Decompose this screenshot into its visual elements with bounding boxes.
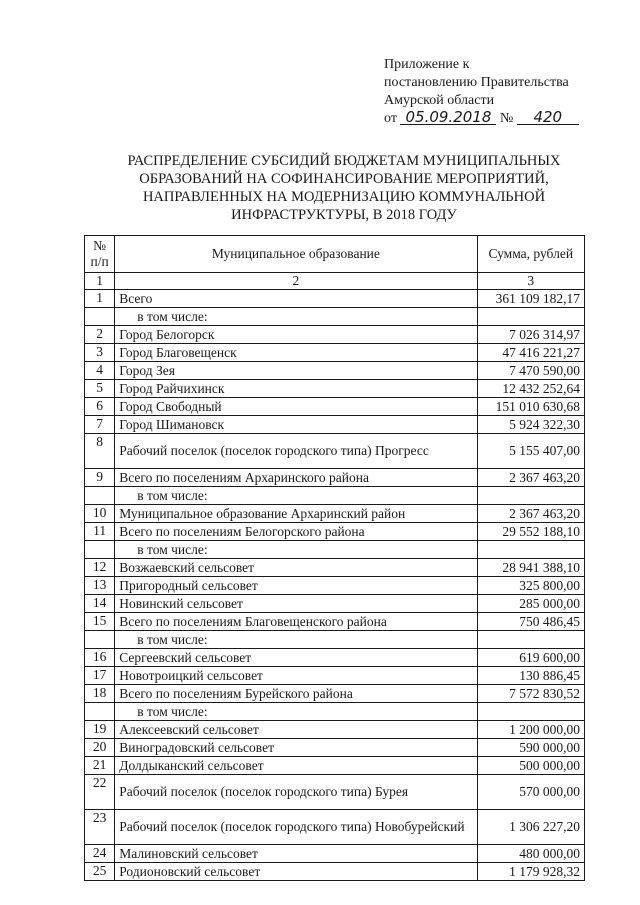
subsidy-amount: 2 367 463,20 xyxy=(477,469,585,487)
row-number: 19 xyxy=(85,721,115,739)
row-number: 4 xyxy=(85,362,115,380)
municipality-name: Город Белогорск xyxy=(115,326,477,344)
table-row xyxy=(85,577,585,595)
municipality-name: Новотроицкий сельсовет xyxy=(115,667,477,685)
subsidy-amount: 130 886,45 xyxy=(477,667,585,685)
table-row xyxy=(85,685,585,703)
number-label: № xyxy=(499,111,514,126)
row-number: 23 xyxy=(85,810,115,845)
row-number: 14 xyxy=(85,595,115,613)
municipality-name: в том числе: xyxy=(115,541,477,559)
row-number: 12 xyxy=(85,559,115,577)
appendix-line-3: Амурской области xyxy=(384,93,495,108)
table-body xyxy=(85,273,585,881)
subsidy-amount: 7 470 590,00 xyxy=(477,362,585,380)
row-number: 17 xyxy=(85,667,115,685)
municipality-name: Новинский сельсовет xyxy=(115,595,477,613)
table-row xyxy=(85,667,585,685)
table-row xyxy=(85,362,585,380)
row-number: 20 xyxy=(85,739,115,757)
header-num: № п/п xyxy=(85,236,115,273)
subsidy-amount: 500 000,00 xyxy=(477,757,585,775)
table-row xyxy=(85,775,585,810)
municipality-name: Муниципальное образование Архаринский район xyxy=(115,505,477,523)
subsidy-amount: 1 179 928,32 xyxy=(477,863,585,881)
row-number: 3 xyxy=(85,344,115,362)
subsidy-amount xyxy=(477,703,585,721)
table-row xyxy=(85,810,585,845)
municipality-name: Всего по поселениям Белогорского района xyxy=(115,523,477,541)
table-row xyxy=(85,703,585,721)
subsidy-amount: 5 924 322,30 xyxy=(477,416,585,434)
subsidy-table xyxy=(84,235,585,881)
appendix-date-line xyxy=(384,110,579,128)
table-row xyxy=(85,505,585,523)
municipality-name: Возжаевский сельсовет xyxy=(115,559,477,577)
subsidy-amount: 5 155 407,00 xyxy=(477,434,585,469)
municipality-name: Рабочий поселок (поселок городского типа) Бурея xyxy=(115,775,477,810)
municipality-name: Город Свободный xyxy=(115,398,477,416)
municipality-name: Всего по поселениям Архаринского района xyxy=(115,469,477,487)
row-number: 25 xyxy=(85,863,115,881)
subsidy-amount: 1 200 000,00 xyxy=(477,721,585,739)
row-number: 6 xyxy=(85,398,115,416)
municipality-name: Всего xyxy=(115,290,477,308)
municipality-name: Город Шимановск xyxy=(115,416,477,434)
table-row xyxy=(85,290,585,308)
table-row xyxy=(85,595,585,613)
table-row xyxy=(85,541,585,559)
row-number: 11 xyxy=(85,523,115,541)
subsidy-amount: 12 432 252,64 xyxy=(477,380,585,398)
row-number xyxy=(85,541,115,559)
subsidy-amount: 7 026 314,97 xyxy=(477,326,585,344)
subsidy-amount xyxy=(477,541,585,559)
municipality-name: в том числе: xyxy=(115,308,477,326)
document-title: РАСПРЕДЕЛЕНИЕ СУБСИДИЙ БЮДЖЕТАМ МУНИЦИПАЛЬНЫХ ОБРАЗОВАНИЙ НА СОФИНАНСИРОВАНИЕ МЕРОПРИЯТИЙ, НАПРАВЛЕННЫХ НА МОДЕРНИЗАЦИЮ КОММУНАЛЬНОЙ ИНФРАСТРУКТУРЫ, В 2018 ГОДУ xyxy=(127,153,561,223)
subsidy-amount: 2 367 463,20 xyxy=(477,505,585,523)
header-name: Муниципальное образование xyxy=(115,236,477,273)
subsidy-amount: 151 010 630,68 xyxy=(477,398,585,416)
municipality-name: в том числе: xyxy=(115,703,477,721)
municipality-name: Малиновский сельсовет xyxy=(115,845,477,863)
municipality-name: Долдыканский сельсовет xyxy=(115,757,477,775)
table-row xyxy=(85,559,585,577)
municipality-name: Сергеевский сельсовет xyxy=(115,649,477,667)
appendix-block xyxy=(384,56,579,128)
table-row xyxy=(85,416,585,434)
municipality-name: в том числе: xyxy=(115,631,477,649)
table-row xyxy=(85,757,585,775)
municipality-name: Виноградовский сельсовет xyxy=(115,739,477,757)
table-row xyxy=(85,434,585,469)
row-number: 10 xyxy=(85,505,115,523)
subsidy-amount: 285 000,00 xyxy=(477,595,585,613)
row-number xyxy=(85,487,115,505)
municipality-name: Город Зея xyxy=(115,362,477,380)
row-number: 18 xyxy=(85,685,115,703)
row-number: 16 xyxy=(85,649,115,667)
municipality-name: в том числе: xyxy=(115,487,477,505)
subsidy-amount: 29 552 188,10 xyxy=(477,523,585,541)
municipality-name: Город Благовещенск xyxy=(115,344,477,362)
subsidy-amount: 325 800,00 xyxy=(477,577,585,595)
municipality-name: Всего по поселениям Бурейского района xyxy=(115,685,477,703)
table-row xyxy=(85,721,585,739)
municipality-name: Рабочий поселок (поселок городского типа) Прогресс xyxy=(115,434,477,469)
row-number: 15 xyxy=(85,613,115,631)
subsidy-amount: 590 000,00 xyxy=(477,739,585,757)
subsidy-amount: 47 416 221,27 xyxy=(477,344,585,362)
subsidy-amount: 480 000,00 xyxy=(477,845,585,863)
appendix-line-1: Приложение к xyxy=(384,57,470,72)
table-row xyxy=(85,649,585,667)
subsidy-amount xyxy=(477,308,585,326)
row-number xyxy=(85,308,115,326)
row-number: 21 xyxy=(85,757,115,775)
row-number: 9 xyxy=(85,469,115,487)
appendix-line-2: постановлению Правительства xyxy=(384,75,569,90)
row-number: 22 xyxy=(85,775,115,810)
municipality-name: Алексеевский сельсовет xyxy=(115,721,477,739)
from-label: от xyxy=(384,111,397,126)
subsidy-amount: 570 000,00 xyxy=(477,775,585,810)
subsidy-amount: 28 941 388,10 xyxy=(477,559,585,577)
row-number xyxy=(85,703,115,721)
table-row xyxy=(85,308,585,326)
subsidy-amount xyxy=(477,487,585,505)
column-number: 3 xyxy=(477,273,585,290)
row-number: 5 xyxy=(85,380,115,398)
subsidy-amount: 1 306 227,20 xyxy=(477,810,585,845)
table-row xyxy=(85,380,585,398)
subsidy-amount: 7 572 830,52 xyxy=(477,685,585,703)
row-number: 8 xyxy=(85,434,115,469)
header-sum: Сумма, рублей xyxy=(477,236,585,273)
subsidy-amount xyxy=(477,631,585,649)
handwritten-number: 420 xyxy=(517,110,579,125)
subsidy-amount: 750 486,45 xyxy=(477,613,585,631)
row-number: 1 xyxy=(85,290,115,308)
municipality-name: Всего по поселениям Благовещенского района xyxy=(115,613,477,631)
table-row xyxy=(85,398,585,416)
table-row xyxy=(85,739,585,757)
table-row xyxy=(85,863,585,881)
table-header-row xyxy=(85,236,585,273)
municipality-name: Родионовский сельсовет xyxy=(115,863,477,881)
table-row xyxy=(85,631,585,649)
row-number: 24 xyxy=(85,845,115,863)
row-number xyxy=(85,631,115,649)
row-number: 13 xyxy=(85,577,115,595)
municipality-name: Город Райчихинск xyxy=(115,380,477,398)
table-row xyxy=(85,469,585,487)
subsidy-amount: 361 109 182,17 xyxy=(477,290,585,308)
subsidy-amount: 619 600,00 xyxy=(477,649,585,667)
table-row xyxy=(85,344,585,362)
table-row xyxy=(85,326,585,344)
municipality-name: Рабочий поселок (поселок городского типа) Новобурейский xyxy=(115,810,477,845)
municipality-name: Пригородный сельсовет xyxy=(115,577,477,595)
handwritten-date: 05.09.2018 xyxy=(400,110,496,125)
column-number-row xyxy=(85,273,585,290)
table-row xyxy=(85,613,585,631)
row-number: 2 xyxy=(85,326,115,344)
row-number: 7 xyxy=(85,416,115,434)
table-row xyxy=(85,845,585,863)
table-row xyxy=(85,523,585,541)
table-row xyxy=(85,487,585,505)
column-number: 2 xyxy=(115,273,477,290)
column-number: 1 xyxy=(85,273,115,290)
